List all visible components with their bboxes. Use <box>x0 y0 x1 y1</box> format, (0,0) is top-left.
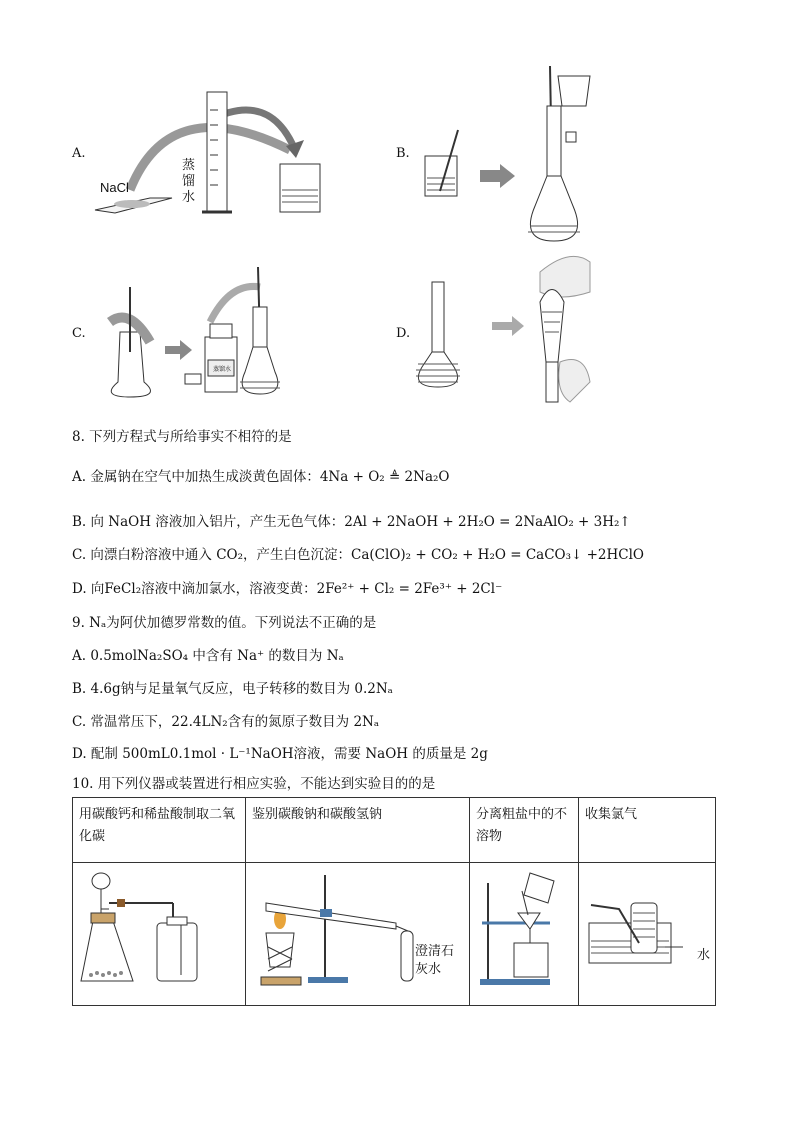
q8-option-a <box>72 465 450 485</box>
q8-option-c <box>72 543 644 563</box>
q8-option-d-equation: 2Fe²⁺ + Cl₂ = 2Fe³⁺ + 2Cl⁻ <box>316 581 503 597</box>
q8-option-b-text: B. 向 NaOH 溶液加入铝片，产生无色气体： <box>72 514 345 530</box>
nacl-label: NaCl <box>100 180 129 195</box>
figure-a-dissolve <box>90 80 330 224</box>
q8-option-d-text: D. 向FeCl₂溶液中滴加氯水，溶液变黄： <box>72 581 317 597</box>
header-chlorine-collection: 收集氯气 <box>579 798 716 863</box>
header-carbonate-identification: 鉴别碳酸钠和碳酸氢钠 <box>246 798 470 863</box>
option-c-label: C. <box>72 326 86 341</box>
figure-b-transfer <box>420 66 620 250</box>
q8-option-b <box>72 510 631 530</box>
q8-option-a-text: A. 金属钠在空气中加热生成淡黄色固体： <box>72 469 320 485</box>
q8-option-c-text: C. 向漂白粉溶液中通入 CO₂，产生白色沉淀： <box>72 547 352 563</box>
q10-stem: 10. 用下列仪器或装置进行相应实验，不能达到实验目的的是 <box>72 776 436 792</box>
apparatus-co2-generator <box>73 863 246 1006</box>
limewater-label: 澄清石灰水 <box>415 944 455 977</box>
q9-option-d: D. 配制 500mL0.1mol · L⁻¹NaOH溶液，需要 NaOH 的质量是 2g <box>72 746 488 762</box>
bottle-label: 蒸馏水 <box>212 366 231 373</box>
q8-option-a-equation: 4Na + O₂ ≜ 2Na₂O <box>319 469 450 485</box>
apparatus-heating-tube <box>246 863 470 1006</box>
header-filtration: 分离粗盐中的不溶物 <box>470 798 579 863</box>
q8-stem: 8. 下列方程式与所给事实不相符的是 <box>72 429 292 445</box>
figure-d-shake <box>410 252 610 416</box>
q8-option-c-equation: Ca(ClO)₂ + CO₂ + H₂O = CaCO₃↓ +2HClO <box>351 547 644 563</box>
q8-option-d <box>72 577 502 597</box>
apparatus-filtration <box>470 863 579 1006</box>
water-label: 水 <box>697 948 711 963</box>
apparatus-water-displacement <box>579 863 716 1006</box>
q9-option-a: A. 0.5molNa₂SO₄ 中含有 Na⁺ 的数目为 Nₐ <box>72 648 344 664</box>
header-co2-preparation: 用碳酸钙和稀盐酸制取二氧化碳 <box>73 798 246 863</box>
option-d-label: D. <box>396 326 411 341</box>
q9-option-c: C. 常温常压下，22.4LN₂含有的氮原子数目为 2Nₐ <box>72 714 380 730</box>
option-b-label: B. <box>396 146 410 161</box>
distilled-water-label: 蒸馏水 <box>182 158 196 205</box>
q9-stem: 9. Nₐ为阿伏加德罗常数的值。下列说法不正确的是 <box>72 615 377 631</box>
q10-apparatus-table <box>72 797 716 1006</box>
option-a-label: A. <box>72 146 86 161</box>
q8-option-b-equation: 2Al + 2NaOH + 2H₂O = 2NaAlO₂ + 3H₂↑ <box>344 514 631 530</box>
q9-option-b: B. 4.6g钠与足量氧气反应，电子转移的数目为 0.2Nₐ <box>72 681 393 697</box>
figure-c-rinse <box>90 262 310 406</box>
